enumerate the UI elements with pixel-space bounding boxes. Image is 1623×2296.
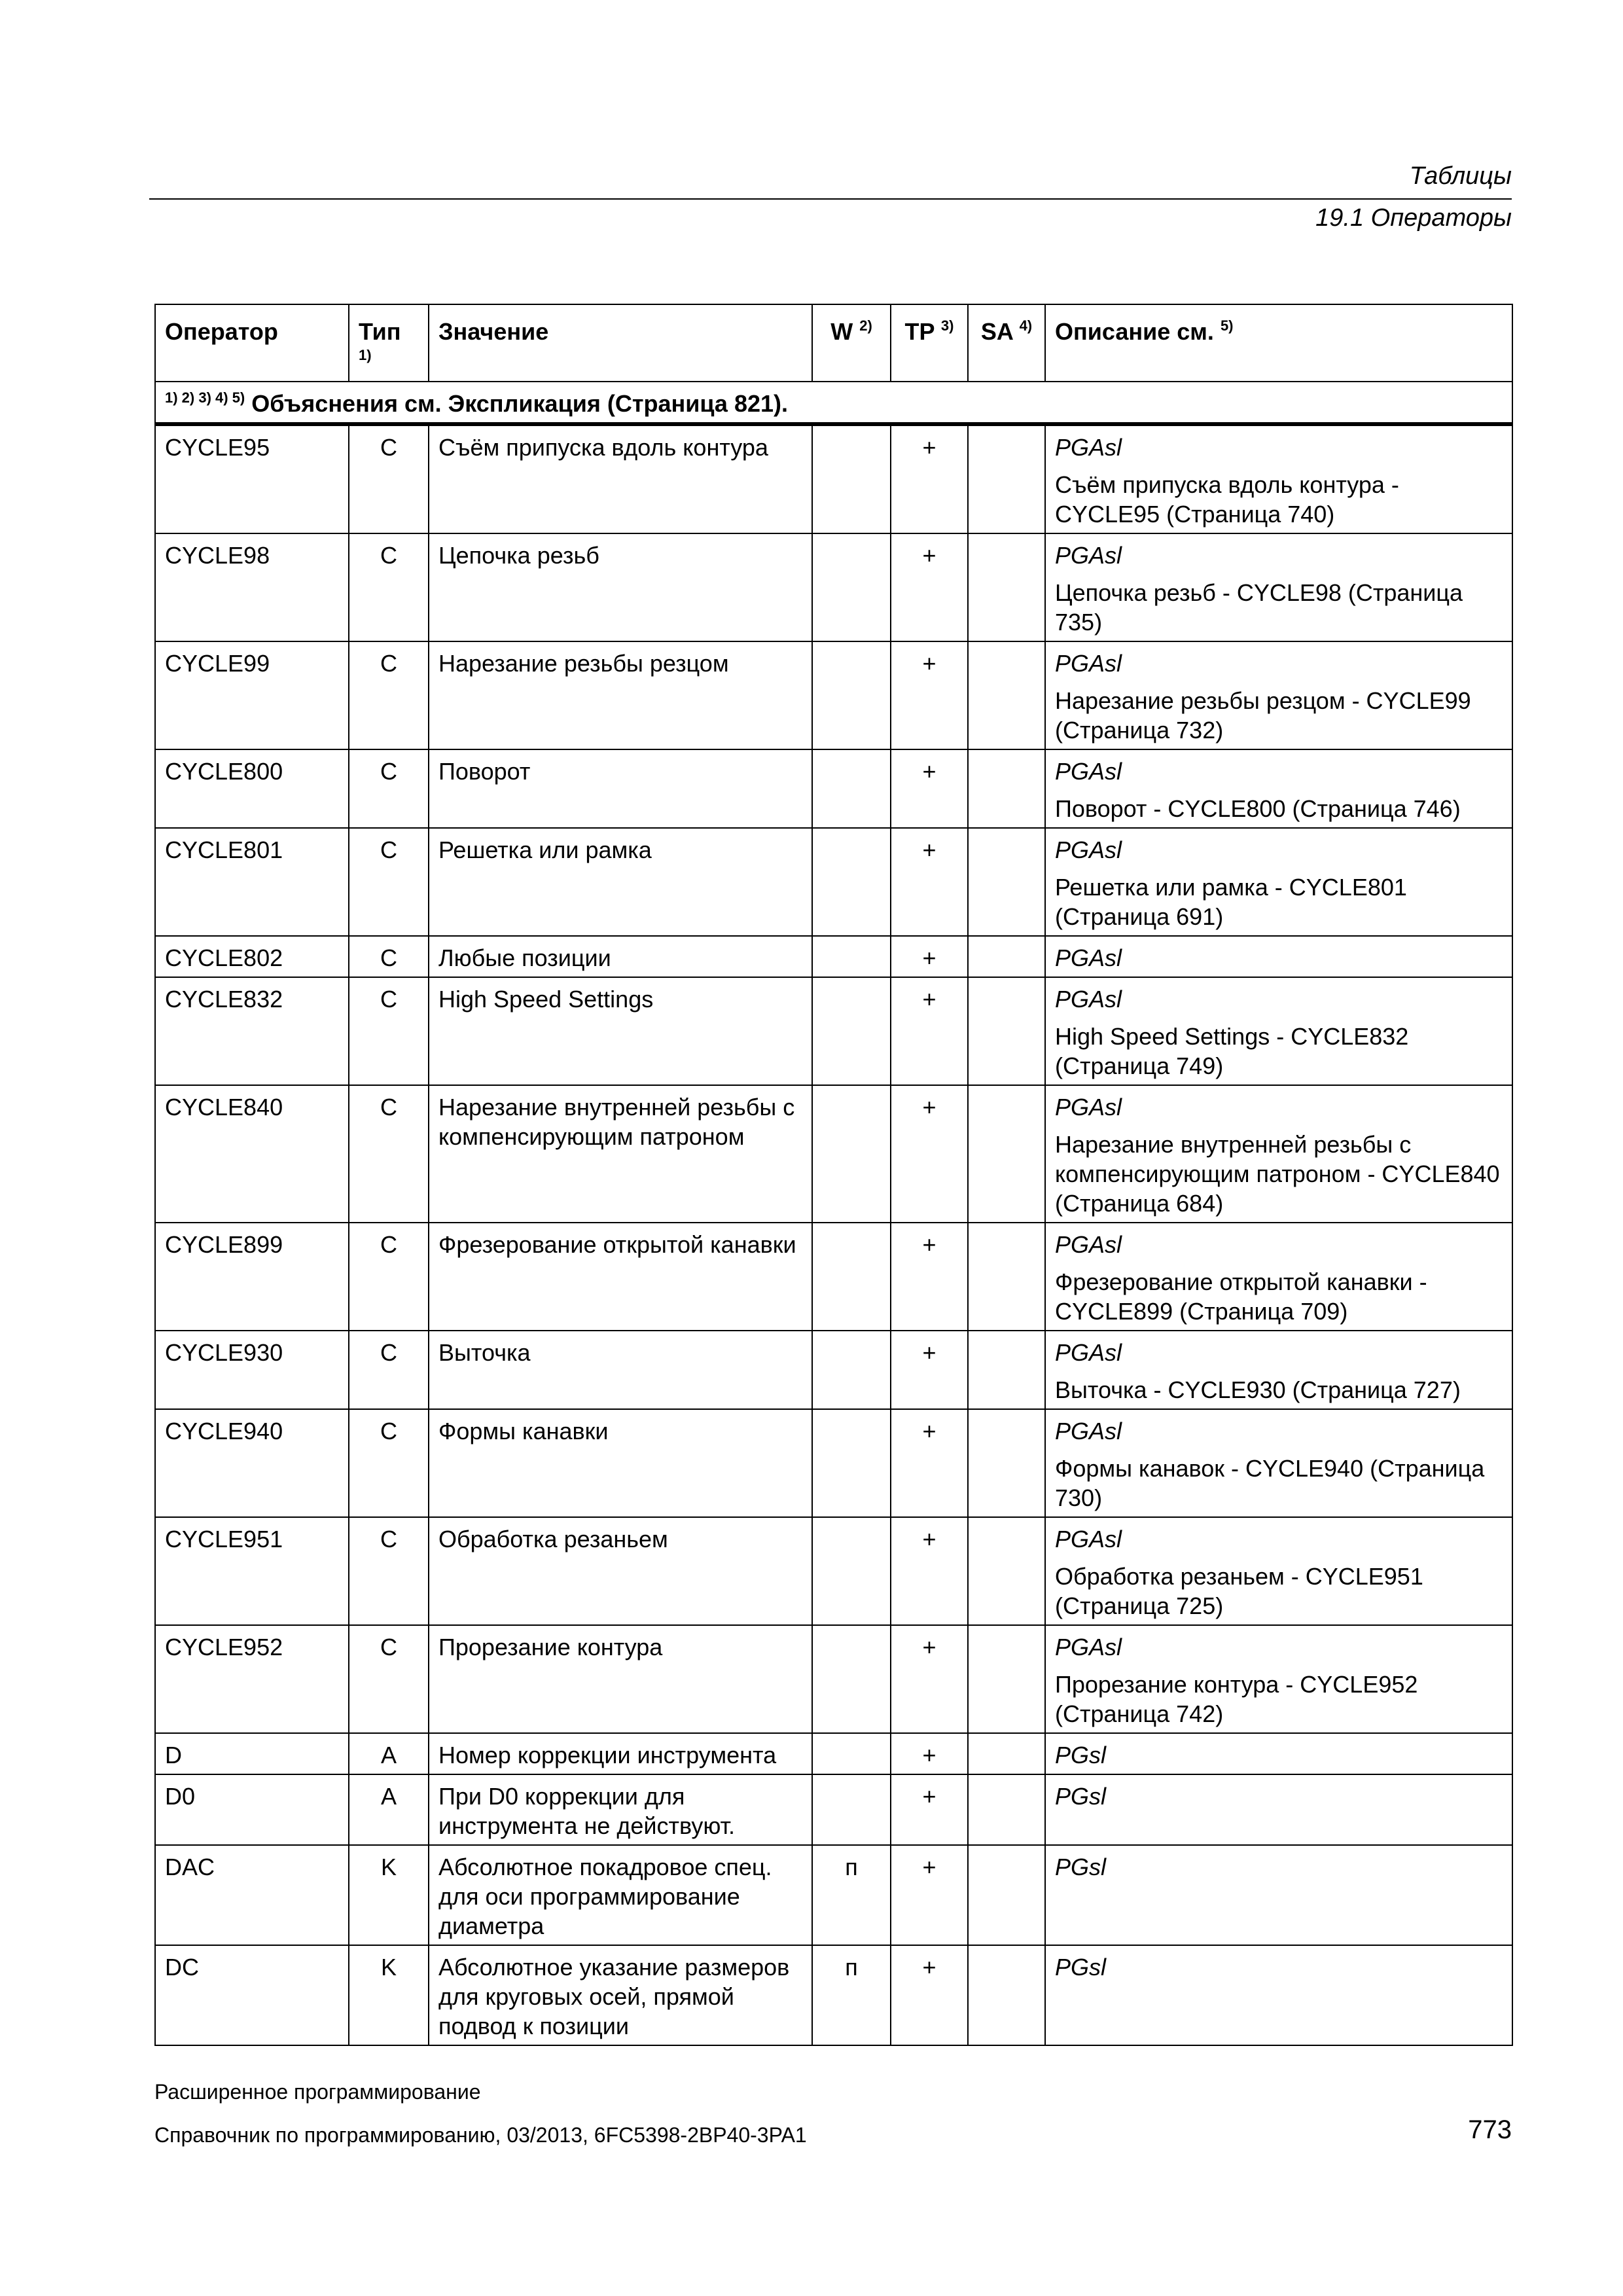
operator-cell: CYCLE940 xyxy=(155,1409,349,1517)
table-row xyxy=(155,1945,1512,2045)
sa-cell xyxy=(968,1945,1045,2045)
description-cell xyxy=(1045,533,1512,641)
description-cell xyxy=(1045,749,1512,828)
table-header-row xyxy=(155,304,1512,382)
operator-cell: D xyxy=(155,1733,349,1774)
operator-cell: CYCLE800 xyxy=(155,749,349,828)
page-reference-link[interactable]: Решетка или рамка - CYCLE801 (Страница 691) xyxy=(1055,874,1407,930)
sa-cell xyxy=(968,1517,1045,1625)
page-reference-link[interactable]: Выточка - CYCLE930 (Страница 727) xyxy=(1055,1376,1461,1403)
page-reference-link[interactable]: Обработка резаньем - CYCLE951 (Страница 725) xyxy=(1055,1563,1423,1619)
type-cell: C xyxy=(349,533,429,641)
manual-reference: PGAsl xyxy=(1055,542,1122,569)
description-cell xyxy=(1045,1625,1512,1733)
page-reference-link[interactable]: Съём припуска вдоль контура - CYCLE95 (Страница 740) xyxy=(1055,471,1399,528)
type-cell: C xyxy=(349,1085,429,1223)
operator-cell: CYCLE801 xyxy=(155,828,349,936)
type-cell: A xyxy=(349,1774,429,1845)
manual-reference: PGsl xyxy=(1055,1854,1107,1880)
tp-cell: + xyxy=(891,1223,968,1331)
sa-cell xyxy=(968,1733,1045,1774)
col-header-meaning: Значение xyxy=(429,304,812,382)
type-cell: C xyxy=(349,977,429,1085)
manual-reference: PGAsl xyxy=(1055,1339,1122,1366)
table-row xyxy=(155,1223,1512,1331)
sa-cell xyxy=(968,1774,1045,1845)
description-cell xyxy=(1045,1331,1512,1409)
w-cell xyxy=(812,1331,891,1409)
w-cell xyxy=(812,749,891,828)
tp-cell: + xyxy=(891,424,968,533)
col-header-sa: SA $^{4)}$ xyxy=(968,304,1045,382)
meaning-cell: Номер коррекции инструмента xyxy=(429,1733,812,1774)
page-reference-link[interactable]: High Speed Settings - CYCLE832 (Страница 749) xyxy=(1055,1023,1409,1079)
w-cell xyxy=(812,533,891,641)
tp-cell: + xyxy=(891,1845,968,1945)
type-cell: C xyxy=(349,1223,429,1331)
page-reference-link[interactable]: Формы канавок - CYCLE940 (Страница 730) xyxy=(1055,1455,1485,1511)
manual-reference: PGAsl xyxy=(1055,1418,1122,1444)
type-cell: C xyxy=(349,424,429,533)
meaning-cell: Любые позиции xyxy=(429,936,812,977)
operator-cell: CYCLE899 xyxy=(155,1223,349,1331)
meaning-cell: Нарезание внутренней резьбы с компенсирующим патроном xyxy=(429,1085,812,1223)
sa-cell xyxy=(968,1331,1045,1409)
col-header-operator: Оператор xyxy=(155,304,349,382)
type-cell: C xyxy=(349,828,429,936)
description-cell xyxy=(1045,424,1512,533)
manual-reference: PGAsl xyxy=(1055,944,1122,971)
description-cell xyxy=(1045,1517,1512,1625)
w-cell xyxy=(812,641,891,749)
operator-cell: CYCLE99 xyxy=(155,641,349,749)
type-cell: C xyxy=(349,1517,429,1625)
meaning-cell: Фрезерование открытой канавки xyxy=(429,1223,812,1331)
manual-reference: PGAsl xyxy=(1055,650,1122,677)
col-header-tp: TP $^{3)}$ xyxy=(891,304,968,382)
tp-cell: + xyxy=(891,936,968,977)
tp-cell: + xyxy=(891,749,968,828)
tp-cell: + xyxy=(891,828,968,936)
tp-cell: + xyxy=(891,1409,968,1517)
type-cell: K xyxy=(349,1845,429,1945)
manual-reference: PGAsl xyxy=(1055,1094,1122,1121)
sa-cell xyxy=(968,1409,1045,1517)
operator-cell: CYCLE802 xyxy=(155,936,349,977)
table-row xyxy=(155,1625,1512,1733)
page-reference-link[interactable]: Нарезание резьбы резцом - CYCLE99 (Страница 732) xyxy=(1055,687,1471,744)
header-rule xyxy=(149,198,1512,200)
description-cell xyxy=(1045,1085,1512,1223)
w-cell xyxy=(812,1409,891,1517)
w-cell xyxy=(812,1774,891,1845)
meaning-cell: При D0 коррекции для инструмента не действуют. xyxy=(429,1774,812,1845)
operator-cell: CYCLE952 xyxy=(155,1625,349,1733)
table-row xyxy=(155,1085,1512,1223)
tp-cell: + xyxy=(891,977,968,1085)
tp-cell: + xyxy=(891,641,968,749)
w-cell xyxy=(812,1085,891,1223)
sa-cell xyxy=(968,641,1045,749)
footer-book-title: Расширенное программирование xyxy=(154,2080,481,2104)
w-cell xyxy=(812,1625,891,1733)
operator-cell: CYCLE930 xyxy=(155,1331,349,1409)
operator-cell: CYCLE832 xyxy=(155,977,349,1085)
operator-cell: CYCLE840 xyxy=(155,1085,349,1223)
w-cell: п xyxy=(812,1845,891,1945)
table-row xyxy=(155,749,1512,828)
table-row xyxy=(155,977,1512,1085)
col-header-w: W $^{2)}$ xyxy=(812,304,891,382)
col-header-description: Описание см. $^{5)}$ xyxy=(1045,304,1512,382)
meaning-cell: Решетка или рамка xyxy=(429,828,812,936)
meaning-cell: High Speed Settings xyxy=(429,977,812,1085)
table-row xyxy=(155,1733,1512,1774)
description-cell xyxy=(1045,936,1512,977)
type-cell: C xyxy=(349,749,429,828)
operator-cell: D0 xyxy=(155,1774,349,1845)
table-row xyxy=(155,641,1512,749)
page-reference-link[interactable]: Фрезерование открытой канавки - CYCLE899 (Страница 709) xyxy=(1055,1268,1427,1325)
sa-cell xyxy=(968,533,1045,641)
tp-cell: + xyxy=(891,1085,968,1223)
tp-cell: + xyxy=(891,1625,968,1733)
type-cell: C xyxy=(349,1625,429,1733)
operator-cell: DC xyxy=(155,1945,349,2045)
manual-reference: PGAsl xyxy=(1055,434,1122,461)
sa-cell xyxy=(968,977,1045,1085)
meaning-cell: Формы канавки xyxy=(429,1409,812,1517)
tp-cell: + xyxy=(891,1774,968,1845)
sa-cell xyxy=(968,936,1045,977)
meaning-cell: Выточка xyxy=(429,1331,812,1409)
meaning-cell: Абсолютное покадровое спец. для оси программирование диаметра xyxy=(429,1845,812,1945)
type-cell: K xyxy=(349,1945,429,2045)
manual-reference: PGsl xyxy=(1055,1783,1107,1810)
tp-cell: + xyxy=(891,1517,968,1625)
meaning-cell: Цепочка резьб xyxy=(429,533,812,641)
section-title: 19.1 Операторы xyxy=(1315,204,1512,232)
operator-cell: CYCLE98 xyxy=(155,533,349,641)
sa-cell xyxy=(968,424,1045,533)
sa-cell xyxy=(968,749,1045,828)
table-row xyxy=(155,424,1512,533)
meaning-cell: Обработка резаньем xyxy=(429,1517,812,1625)
table-note-row xyxy=(155,382,1512,424)
sa-cell xyxy=(968,1845,1045,1945)
page-number: 773 xyxy=(1468,2115,1512,2144)
table-note: $^{1) 2) 3) 4) 5)}$ Объяснения см. Экспликация (Страница 821). xyxy=(155,382,1512,424)
meaning-cell: Поворот xyxy=(429,749,812,828)
manual-reference: PGsl xyxy=(1055,1742,1107,1768)
sa-cell xyxy=(968,1625,1045,1733)
table-row xyxy=(155,1331,1512,1409)
description-cell xyxy=(1045,1409,1512,1517)
description-cell xyxy=(1045,828,1512,936)
w-cell: п xyxy=(812,1945,891,2045)
meaning-cell: Прорезание контура xyxy=(429,1625,812,1733)
meaning-cell: Нарезание резьбы резцом xyxy=(429,641,812,749)
manual-reference: PGAsl xyxy=(1055,758,1122,785)
manual-reference: PGAsl xyxy=(1055,986,1122,1013)
sa-cell xyxy=(968,1223,1045,1331)
table-row xyxy=(155,1774,1512,1845)
w-cell xyxy=(812,1223,891,1331)
w-cell xyxy=(812,424,891,533)
operator-cell: DAC xyxy=(155,1845,349,1945)
w-cell xyxy=(812,936,891,977)
manual-reference: PGAsl xyxy=(1055,1526,1122,1552)
manual-reference: PGsl xyxy=(1055,1954,1107,1981)
table-row xyxy=(155,1409,1512,1517)
tp-cell: + xyxy=(891,1945,968,2045)
sa-cell xyxy=(968,828,1045,936)
w-cell xyxy=(812,1517,891,1625)
description-cell xyxy=(1045,641,1512,749)
operators-table xyxy=(154,304,1513,2046)
manual-reference: PGAsl xyxy=(1055,1634,1122,1660)
table-row xyxy=(155,828,1512,936)
operator-cell: CYCLE95 xyxy=(155,424,349,533)
meaning-cell: Съём припуска вдоль контура xyxy=(429,424,812,533)
table-row xyxy=(155,936,1512,977)
page-reference-link[interactable]: Нарезание внутренней резьбы с компенсирующим патроном - CYCLE840 (Страница 684) xyxy=(1055,1131,1500,1217)
type-cell: A xyxy=(349,1733,429,1774)
description-cell xyxy=(1045,1223,1512,1331)
col-header-type: Тип $^{1)}$ xyxy=(349,304,429,382)
tp-cell: + xyxy=(891,1733,968,1774)
manual-reference: PGAsl xyxy=(1055,1231,1122,1258)
w-cell xyxy=(812,828,891,936)
w-cell xyxy=(812,977,891,1085)
description-cell xyxy=(1045,1945,1512,2045)
table-row xyxy=(155,1517,1512,1625)
type-cell: C xyxy=(349,641,429,749)
table-row xyxy=(155,533,1512,641)
sa-cell xyxy=(968,1085,1045,1223)
page-reference-link[interactable]: Цепочка резьб - CYCLE98 (Страница 735) xyxy=(1055,579,1463,636)
tp-cell: + xyxy=(891,1331,968,1409)
type-cell: C xyxy=(349,1331,429,1409)
table-row xyxy=(155,1845,1512,1945)
footer-manual-info: Справочник по программированию, 03/2013, 6FC5398-2BP40-3PA1 xyxy=(154,2123,807,2147)
type-cell: C xyxy=(349,1409,429,1517)
page-reference-link[interactable]: Прорезание контура - CYCLE952 (Страница 742) xyxy=(1055,1671,1418,1727)
description-cell xyxy=(1045,1845,1512,1945)
description-cell xyxy=(1045,1733,1512,1774)
tp-cell: + xyxy=(891,533,968,641)
description-cell xyxy=(1045,977,1512,1085)
chapter-title: Таблицы xyxy=(1409,162,1512,190)
manual-reference: PGAsl xyxy=(1055,836,1122,863)
description-cell xyxy=(1045,1774,1512,1845)
w-cell xyxy=(812,1733,891,1774)
type-cell: C xyxy=(349,936,429,977)
operator-cell: CYCLE951 xyxy=(155,1517,349,1625)
page-reference-link[interactable]: Поворот - CYCLE800 (Страница 746) xyxy=(1055,795,1461,822)
meaning-cell: Абсолютное указание размеров для круговых осей, прямой подвод к позиции xyxy=(429,1945,812,2045)
